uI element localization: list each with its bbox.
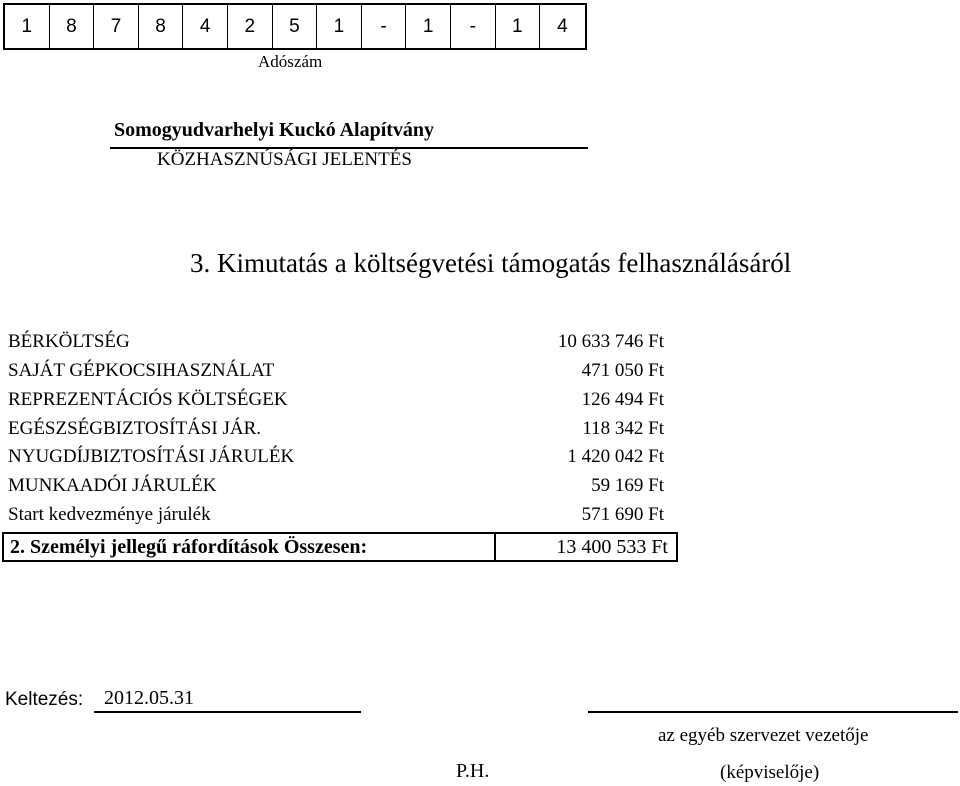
item-value: 118 342 Ft [582,418,664,439]
item-value: 471 050 Ft [581,360,664,381]
tax-digit: 1 [5,5,50,48]
tax-digit: 7 [94,5,139,48]
tax-digit: 8 [50,5,95,48]
item-label: MUNKAADÓI JÁRULÉK [8,475,217,496]
item-label: SAJÁT GÉPKOCSIHASZNÁLAT [8,360,275,381]
item-value: 10 633 746 Ft [557,331,664,352]
tax-digit: 8 [139,5,184,48]
tax-digit: 2 [228,5,273,48]
date-underline [94,711,361,713]
item-label: EGÉSZSÉGBIZTOSÍTÁSI JÁR. [8,418,261,439]
tax-digit: 1 [406,5,451,48]
item-value: 126 494 Ft [581,389,664,410]
tax-digit: - [451,5,496,48]
tax-digit: 1 [317,5,362,48]
section-title: 3. Kimutatás a költségvetési támogatás felhasználásáról [190,248,792,278]
item-label: REPREZENTÁCIÓS KÖLTSÉGEK [8,389,288,410]
tax-digit: 4 [557,15,568,37]
total-value: 13 400 533 Ft [556,536,668,558]
organization-name: Somogyudvarhelyi Kuckó Alapítvány [114,119,435,141]
signer-title: az egyéb szervezet vezetője [658,725,869,746]
total-label: 2. Személyi jellegű ráfordítások Összesen: [4,534,496,560]
tax-digit: 1 [496,5,541,48]
tax-number-boxes [3,3,587,50]
signer-subtitle: (képviselője) [720,762,820,783]
item-label: BÉRKÖLTSÉG [8,331,130,352]
item-label: Start kedvezménye járulék [8,504,211,525]
date-label: Keltezés: [5,689,84,710]
item-label: NYUGDÍJBIZTOSÍTÁSI JÁRULÉK [8,446,295,467]
stamp-placeholder: P.H. [456,760,490,782]
tax-digit: 4 [183,5,228,48]
item-value: 59 169 Ft [591,475,664,496]
item-value: 571 690 Ft [581,504,664,525]
tax-digit: 5 [273,5,318,48]
signature-line [588,711,958,713]
tax-digit: - [362,5,407,48]
item-value: 1 420 042 Ft [567,446,664,467]
date-value: 2012.05.31 [104,687,194,709]
tax-number-label: Adószám [258,52,323,71]
report-title: KÖZHASZNÚSÁGI JELENTÉS [157,149,412,170]
total-row [2,532,678,562]
